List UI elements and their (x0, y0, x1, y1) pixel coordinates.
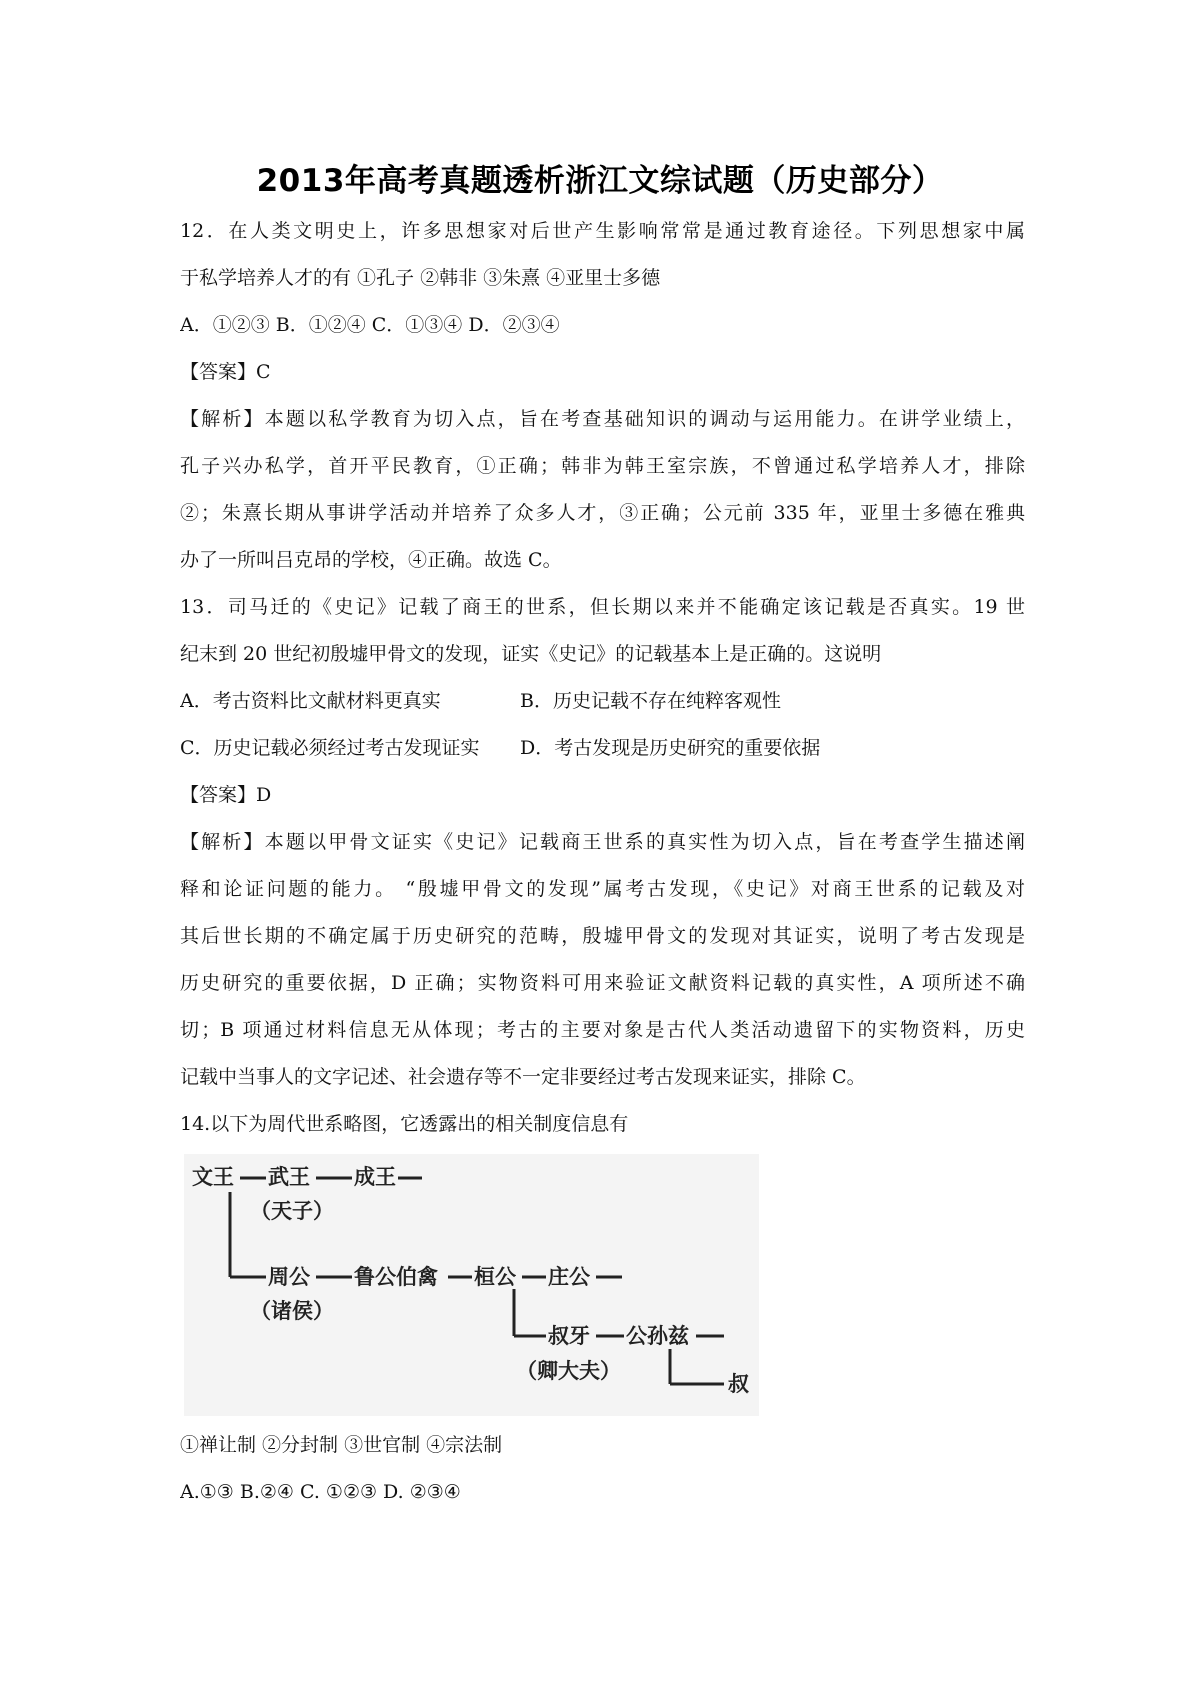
q13-analysis-line-6: 记载中当事人的文字记述、社会遗存等不一定非要经过考古发现来证实，排除 C。 (180, 1066, 866, 1088)
q14-stem: 14.以下为周代世系略图，它透露出的相关制度信息有 (180, 1113, 629, 1135)
node-wuwang: 武王 (268, 1165, 310, 1189)
q13-answer: 【答案】D (180, 784, 272, 806)
label-tianzi: （天子） (250, 1199, 334, 1223)
q13-option-b: B．历史记载不存在纯粹客观性 (520, 690, 781, 712)
q13-analysis-line-4: 历史研究的重要依据，D 正确；实物资料可用来验证文献资料记载的真实性，A 项所述不确 (180, 972, 1025, 994)
label-zhuhou: （诸侯） (250, 1299, 334, 1323)
q12-stem-line-2: 于私学培养人才的有 ①孔子 ②韩非 ③朱熹 ④亚里士多德 (180, 267, 661, 289)
node-chengwang: 成王 (354, 1165, 396, 1189)
node-zhougong: 周公 (268, 1265, 310, 1289)
node-lugong-boqin: 鲁公伯禽 (354, 1265, 438, 1289)
q13-options-row-1 (180, 678, 1025, 725)
q12-options: A．①②③ B．①②④ C．①③④ D．②③④ (180, 314, 560, 336)
q13-option-c: C．历史记载必须经过考古发现证实 (180, 737, 480, 759)
node-huangong: 桓公 (474, 1265, 516, 1289)
node-gongsunzi: 公孙兹 (626, 1324, 689, 1348)
q14-choices: ①禅让制 ②分封制 ③世官制 ④宗法制 (180, 1434, 503, 1456)
q12-analysis-line-3: ②；朱熹长期从事讲学活动并培养了众多人才，③正确；公元前 335 年，亚里士多德在雅典 (180, 502, 1025, 524)
q13-analysis-line-3: 其后世长期的不确定属于历史研究的范畴，殷墟甲骨文的发现对其证实，说明了考古发现是 (180, 925, 1025, 947)
node-shu: 叔 (728, 1372, 749, 1396)
q13-option-a: A．考古资料比文献材料更真实 (180, 690, 441, 712)
q13-options-row-2 (180, 725, 1025, 772)
q12-analysis-line-2: 孔子兴办私学，首开平民教育，①正确；韩非为韩王室宗族，不曾通过私学培养人才，排除 (180, 455, 1025, 477)
zhou-genealogy-diagram (184, 1154, 759, 1416)
q13-stem-line-1: 13．司马迁的《史记》记载了商王的世系，但长期以来并不能确定该记载是否真实。19 世 (180, 596, 1025, 618)
q13-analysis-line-2: 释和论证问题的能力。 “殷墟甲骨文的发现”属考古发现，《史记》对商王世系的记载及对 (180, 878, 1025, 900)
page-title: 2013年高考真题透析浙江文综试题（历史部分） (256, 163, 944, 199)
q13-analysis-line-1: 【解析】本题以甲骨文证实《史记》记载商王世系的真实性为切入点，旨在考查学生描述阐 (180, 831, 1025, 853)
q12-answer: 【答案】C (180, 361, 271, 383)
q12-analysis-line-1: 【解析】本题以私学教育为切入点，旨在考查基础知识的调动与运用能力。在讲学业绩上， (180, 408, 1025, 430)
label-qingdafu: （卿大夫） (516, 1359, 621, 1383)
questions-body (180, 208, 1025, 1516)
node-wenwang: 文王 (192, 1165, 234, 1189)
node-shuya: 叔牙 (548, 1324, 590, 1348)
q13-analysis-line-5: 切；B 项通过材料信息无从体现；考古的主要对象是古代人类活动遗留下的实物资料，历史 (180, 1019, 1025, 1041)
q12-stem-line-1: 12．在人类文明史上，许多思想家对后世产生影响常常是通过教育途径。下列思想家中属 (180, 220, 1025, 242)
q13-option-d: D．考古发现是历史研究的重要依据 (520, 737, 821, 759)
q12-analysis-line-4: 办了一所叫吕克昂的学校，④正确。故选 C。 (180, 549, 562, 571)
q13-stem-line-2: 纪末到 20 世纪初殷墟甲骨文的发现，证实《史记》的记载基本上是正确的。这说明 (180, 643, 882, 665)
node-zhuanggong: 庄公 (548, 1265, 590, 1289)
q14-options: A.①③ B.②④ C. ①②③ D. ②③④ (180, 1481, 461, 1503)
